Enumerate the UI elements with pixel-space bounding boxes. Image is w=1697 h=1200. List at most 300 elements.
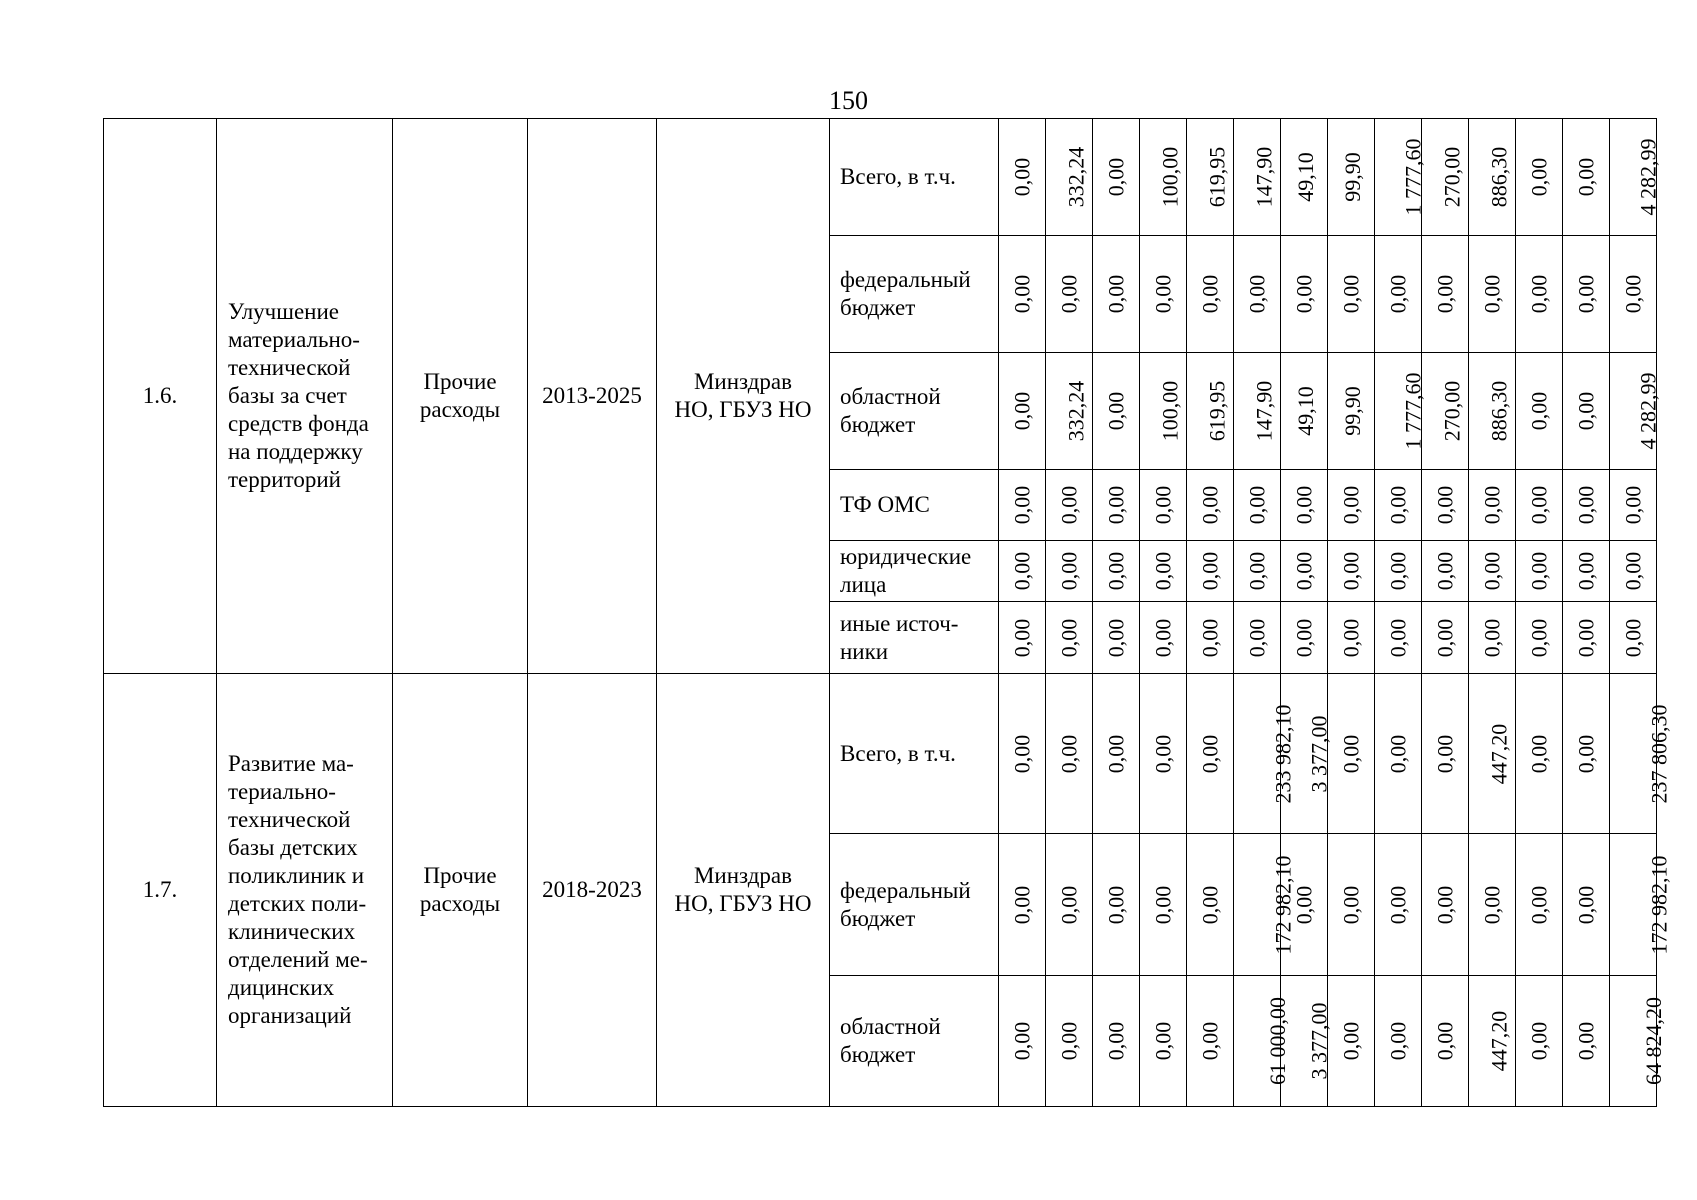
amount-value: 0,00 <box>1056 734 1081 773</box>
amount-value: 0,00 <box>1103 391 1128 431</box>
funding-source <box>830 674 999 834</box>
amount-value: 0,00 <box>1432 485 1457 525</box>
amount-cell <box>1422 834 1469 976</box>
funding-source-line: федеральный <box>840 877 971 903</box>
amount-value: 99,90 <box>1339 152 1365 202</box>
amount-cell <box>1516 602 1563 674</box>
amount-value: 0,00 <box>1009 391 1034 431</box>
amount-value: 0,00 <box>1432 1021 1457 1061</box>
executor-line: Минздрав <box>693 369 792 394</box>
amount-value: 0,00 <box>1573 618 1598 657</box>
amount-cell <box>1187 236 1234 353</box>
amount-cell <box>1375 541 1422 602</box>
amount-cell <box>1234 976 1290 1107</box>
funding-source <box>830 834 999 976</box>
amount-value: 0,00 <box>1573 274 1598 314</box>
amount-value: 0,00 <box>1056 1021 1081 1061</box>
amount-cell <box>1187 119 1234 236</box>
amount-cell <box>1281 119 1328 236</box>
amount-value: 0,00 <box>1338 485 1363 525</box>
amount-cell <box>1093 674 1140 834</box>
funding-source-line: ТФ ОМС <box>840 492 930 517</box>
amount-cell <box>1140 353 1187 470</box>
section-title-line: на поддержку <box>228 439 363 464</box>
amount-value: 0,00 <box>1291 551 1316 591</box>
amount-cell <box>1328 236 1375 353</box>
amount-cell <box>1093 236 1140 353</box>
amount-cell <box>1046 834 1093 976</box>
amount-value: 0,00 <box>1479 274 1504 314</box>
amount-value: 0,00 <box>1479 618 1504 657</box>
amount-cell <box>1281 541 1328 602</box>
amount-value: 0,00 <box>1526 157 1551 197</box>
amount-value: 0,00 <box>1479 485 1504 525</box>
section-title-line: Развитие ма- <box>228 751 354 776</box>
amount-value: 0,00 <box>1385 274 1410 314</box>
amount-value: 0,00 <box>1526 274 1551 314</box>
period: 2018-2023 <box>528 674 657 1107</box>
amount-cell <box>1422 236 1469 353</box>
amount-cell <box>1093 541 1140 602</box>
amount-value: 99,90 <box>1339 386 1365 436</box>
expense-type <box>393 119 528 674</box>
amount-cell <box>1610 834 1672 976</box>
amount-cell <box>1422 353 1469 470</box>
amount-value: 0,00 <box>1009 734 1034 773</box>
amount-cell <box>1234 470 1281 541</box>
amount-cell <box>1375 834 1422 976</box>
amount-value: 0,00 <box>1432 618 1457 657</box>
amount-cell <box>1516 674 1563 834</box>
amount-cell <box>1281 470 1328 541</box>
amount-value: 0,00 <box>1197 485 1222 525</box>
executor <box>657 119 830 674</box>
amount-cell <box>1187 834 1234 976</box>
amount-cell <box>1516 834 1563 976</box>
amount-value: 147,90 <box>1251 146 1277 208</box>
amount-value: 0,00 <box>1244 485 1269 525</box>
amount-cell <box>1469 353 1516 470</box>
amount-cell <box>1046 236 1093 353</box>
amount-value: 0,00 <box>1197 618 1222 657</box>
amount-value: 0,00 <box>1244 551 1269 591</box>
amount-value: 0,00 <box>1244 618 1269 657</box>
section-title-line: Улучшение <box>228 299 339 324</box>
amount-cell <box>1046 602 1093 674</box>
amount-value: 886,30 <box>1486 146 1512 208</box>
amount-cell <box>1046 541 1093 602</box>
section-title-line: отделений ме- <box>228 947 368 972</box>
section-title-line: дицинских <box>228 975 335 1000</box>
amount-cell <box>999 541 1046 602</box>
expense-type-line: Прочие <box>423 863 497 888</box>
amount-value: 0,00 <box>1103 885 1128 924</box>
amount-value: 0,00 <box>1103 1021 1128 1061</box>
amount-cell <box>999 470 1046 541</box>
amount-value: 0,00 <box>1103 551 1128 591</box>
section-number: 1.7. <box>104 674 217 1107</box>
amount-cell <box>1469 602 1516 674</box>
amount-value: 0,00 <box>1479 885 1504 924</box>
executor-line: НО, ГБУЗ НО <box>674 397 812 422</box>
amount-value: 0,00 <box>1150 885 1175 924</box>
amount-value: 0,00 <box>1009 274 1034 314</box>
amount-value: 61 000,00 <box>1265 997 1290 1085</box>
amount-cell <box>1140 119 1187 236</box>
amount-value: 0,00 <box>1526 485 1551 525</box>
amount-cell <box>1281 602 1328 674</box>
amount-value: 0,00 <box>1056 274 1081 314</box>
amount-cell <box>1328 470 1375 541</box>
amount-value: 447,20 <box>1486 1010 1512 1072</box>
funding-source-line: областной <box>840 1014 941 1039</box>
amount-value: 233 982,10 <box>1270 704 1296 803</box>
amount-cell <box>1422 976 1469 1107</box>
section-title-line: технической <box>228 807 351 832</box>
amount-cell <box>1140 674 1187 834</box>
funding-source <box>830 541 999 602</box>
amount-cell <box>1563 236 1610 353</box>
amount-value: 0,00 <box>1573 734 1598 773</box>
amount-cell <box>1187 602 1234 674</box>
amount-value: 100,00 <box>1157 146 1183 208</box>
funding-source-line: ники <box>840 638 889 664</box>
amount-cell <box>1328 119 1375 236</box>
amount-cell <box>1093 976 1140 1107</box>
amount-cell <box>1469 470 1516 541</box>
amount-value: 0,00 <box>1291 618 1316 657</box>
amount-value: 0,00 <box>1385 1021 1410 1061</box>
funding-source <box>830 353 999 470</box>
amount-cell <box>1140 976 1187 1107</box>
amount-cell <box>1469 834 1516 976</box>
amount-value: 0,00 <box>1103 274 1128 314</box>
amount-cell <box>1328 602 1375 674</box>
amount-value: 0,00 <box>1009 885 1034 924</box>
amount-value: 0,00 <box>1338 618 1363 657</box>
funding-source-line: лица <box>840 572 887 597</box>
amount-value: 0,00 <box>1385 734 1410 773</box>
funding-source <box>830 602 999 674</box>
amount-cell <box>1140 236 1187 353</box>
amount-cell <box>1046 353 1093 470</box>
amount-cell <box>1516 541 1563 602</box>
amount-cell <box>1469 541 1516 602</box>
section-title-line: материально- <box>228 327 360 352</box>
amount-value: 0,00 <box>1150 1021 1175 1061</box>
amount-cell <box>1046 470 1093 541</box>
amount-cell <box>1187 470 1234 541</box>
amount-value: 0,00 <box>1150 734 1175 773</box>
amount-value: 0,00 <box>1385 551 1410 591</box>
amount-cell <box>1328 834 1375 976</box>
amount-cell <box>1187 976 1234 1107</box>
amount-value: 0,00 <box>1573 157 1598 197</box>
amount-cell <box>1093 470 1140 541</box>
amount-cell <box>1234 834 1296 976</box>
section-title-line: базы детских <box>228 835 358 860</box>
amount-cell <box>1516 119 1563 236</box>
amount-cell <box>1563 470 1610 541</box>
section-title-line: территорий <box>228 467 341 492</box>
amount-cell <box>1375 236 1422 353</box>
amount-cell <box>1516 976 1563 1107</box>
funding-source-line: иные источ- <box>840 610 959 636</box>
amount-value: 0,00 <box>1573 551 1598 591</box>
section-title-line: базы за счет <box>228 383 347 408</box>
amount-value: 0,00 <box>1056 885 1081 924</box>
amount-value: 0,00 <box>1526 551 1551 591</box>
expense-type-line: расходы <box>419 891 501 916</box>
amount-value: 0,00 <box>1526 618 1551 657</box>
section-title <box>217 119 393 674</box>
funding-source-line: бюджет <box>840 295 916 320</box>
amount-cell <box>999 119 1046 236</box>
amount-cell <box>1046 119 1093 236</box>
funding-source-line: бюджет <box>840 905 916 931</box>
funding-source <box>830 236 999 353</box>
amount-value: 0,00 <box>1573 885 1598 924</box>
amount-cell <box>1516 236 1563 353</box>
section-title <box>217 674 393 1107</box>
amount-cell <box>1187 353 1234 470</box>
amount-value: 619,95 <box>1204 380 1230 442</box>
amount-cell <box>1375 674 1422 834</box>
amount-value: 0,00 <box>1103 157 1128 197</box>
amount-value: 0,00 <box>1526 734 1551 773</box>
amount-value: 0,00 <box>1620 551 1645 591</box>
amount-cell <box>1422 119 1469 236</box>
amount-value: 0,00 <box>1291 485 1316 525</box>
amount-value: 172 982,10 <box>1270 855 1296 954</box>
amount-cell <box>1046 674 1093 834</box>
amount-value: 0,00 <box>1009 157 1034 197</box>
amount-value: 0,00 <box>1432 551 1457 591</box>
amount-value: 4 282,99 <box>1635 372 1661 450</box>
amount-value: 0,00 <box>1009 551 1034 591</box>
amount-value: 1 777,60 <box>1400 138 1426 216</box>
amount-value: 0,00 <box>1197 1021 1222 1061</box>
amount-value: 619,95 <box>1204 146 1230 208</box>
funding-source-line: Всего, в т.ч. <box>840 740 956 766</box>
amount-cell <box>1610 541 1657 602</box>
amount-cell <box>999 353 1046 470</box>
expense-type-line: расходы <box>419 397 501 422</box>
amount-cell <box>1140 470 1187 541</box>
amount-cell <box>1563 119 1610 236</box>
amount-value: 0,00 <box>1009 1021 1034 1061</box>
amount-value: 0,00 <box>1197 885 1222 924</box>
amount-cell <box>1375 353 1426 470</box>
amount-cell <box>1563 541 1610 602</box>
section-title-line: средств фонда <box>228 411 369 436</box>
amount-value: 0,00 <box>1338 274 1363 314</box>
amount-value: 0,00 <box>1385 885 1410 924</box>
section-title-line: поликлиник и <box>228 863 365 888</box>
amount-cell <box>1610 976 1666 1107</box>
amount-value: 0,00 <box>1103 734 1128 773</box>
amount-value: 0,00 <box>1103 618 1128 657</box>
amount-value: 0,00 <box>1338 734 1363 773</box>
budget-table <box>103 118 1672 1107</box>
amount-value: 0,00 <box>1150 274 1175 314</box>
amount-value: 0,00 <box>1573 391 1598 431</box>
amount-cell <box>999 236 1046 353</box>
executor-line: НО, ГБУЗ НО <box>674 891 812 916</box>
amount-cell <box>1140 834 1187 976</box>
amount-value: 0,00 <box>1197 734 1222 773</box>
section-number: 1.6. <box>104 119 217 674</box>
amount-cell <box>1234 674 1296 834</box>
amount-cell <box>1093 119 1140 236</box>
amount-value: 100,00 <box>1157 380 1183 442</box>
funding-source-line: Всего, в т.ч. <box>840 164 956 189</box>
amount-cell <box>1563 834 1610 976</box>
period: 2013-2025 <box>528 119 657 674</box>
amount-value: 3 377,00 <box>1306 1002 1332 1080</box>
amount-value: 0,00 <box>1338 1021 1363 1061</box>
amount-cell <box>1610 470 1657 541</box>
amount-value: 0,00 <box>1432 274 1457 314</box>
amount-value: 0,00 <box>1150 485 1175 525</box>
amount-value: 886,30 <box>1486 380 1512 442</box>
amount-cell <box>1281 353 1328 470</box>
section-title-line: детских поли- <box>228 891 367 916</box>
amount-value: 0,00 <box>1432 734 1457 773</box>
amount-cell <box>1469 119 1516 236</box>
amount-value: 0,00 <box>1338 885 1363 924</box>
amount-value: 0,00 <box>1009 485 1034 525</box>
amount-cell <box>1610 119 1661 236</box>
executor <box>657 674 830 1107</box>
amount-value: 0,00 <box>1620 485 1645 525</box>
amount-value: 0,00 <box>1526 1021 1551 1061</box>
section-title-line: организаций <box>228 1003 352 1028</box>
table-row <box>104 674 1657 834</box>
amount-cell <box>1234 353 1281 470</box>
amount-cell <box>1422 470 1469 541</box>
table-row <box>104 119 1657 236</box>
amount-cell <box>1422 674 1469 834</box>
amount-cell <box>999 976 1046 1107</box>
amount-cell <box>1422 541 1469 602</box>
amount-cell <box>1563 976 1610 1107</box>
amount-value: 1 777,60 <box>1400 372 1426 450</box>
amount-cell <box>1610 602 1657 674</box>
funding-source <box>830 119 999 236</box>
amount-cell <box>1140 602 1187 674</box>
amount-value: 332,24 <box>1063 146 1089 208</box>
page-number: 150 <box>829 86 868 115</box>
amount-cell <box>1516 470 1563 541</box>
expense-type <box>393 674 528 1107</box>
amount-value: 0,00 <box>1009 618 1034 657</box>
amount-value: 0,00 <box>1150 551 1175 591</box>
amount-value: 270,00 <box>1439 380 1465 442</box>
amount-cell <box>1046 976 1093 1107</box>
amount-value: 0,00 <box>1620 618 1645 657</box>
amount-cell <box>1140 541 1187 602</box>
funding-source <box>830 976 999 1107</box>
amount-value: 447,20 <box>1486 723 1512 784</box>
amount-value: 0,00 <box>1526 885 1551 924</box>
amount-value: 0,00 <box>1385 618 1410 657</box>
section-title-line: териально- <box>228 779 336 804</box>
amount-cell <box>999 834 1046 976</box>
funding-source <box>830 470 999 541</box>
amount-cell <box>999 674 1046 834</box>
amount-value: 0,00 <box>1056 485 1081 525</box>
amount-value: 172 982,10 <box>1646 855 1672 954</box>
amount-cell <box>1234 602 1281 674</box>
amount-value: 0,00 <box>1103 485 1128 525</box>
amount-cell <box>1093 602 1140 674</box>
amount-cell <box>1281 236 1328 353</box>
funding-source-line: бюджет <box>840 1042 916 1067</box>
amount-cell <box>1610 353 1661 470</box>
amount-cell <box>1234 236 1281 353</box>
amount-value: 0,00 <box>1338 551 1363 591</box>
amount-value: 0,00 <box>1573 1021 1598 1061</box>
funding-source-line: бюджет <box>840 412 916 437</box>
amount-value: 0,00 <box>1526 391 1551 431</box>
amount-value: 147,90 <box>1251 380 1277 442</box>
amount-value: 237 806,30 <box>1646 704 1672 803</box>
amount-cell <box>1328 976 1375 1107</box>
amount-cell <box>1563 602 1610 674</box>
amount-cell <box>999 602 1046 674</box>
amount-cell <box>1234 119 1281 236</box>
section-title-line: технической <box>228 355 351 380</box>
funding-source-line: областной <box>840 384 941 409</box>
amount-cell <box>1469 674 1516 834</box>
amount-value: 0,00 <box>1197 551 1222 591</box>
amount-value: 332,24 <box>1063 380 1089 442</box>
amount-cell <box>1375 976 1422 1107</box>
amount-value: 0,00 <box>1479 551 1504 591</box>
amount-value: 0,00 <box>1432 885 1457 924</box>
amount-cell <box>1375 602 1422 674</box>
expense-type-line: Прочие <box>423 369 497 394</box>
amount-value: 0,00 <box>1056 618 1081 657</box>
amount-cell <box>1469 976 1516 1107</box>
amount-value: 0,00 <box>1291 274 1316 314</box>
amount-cell <box>1328 541 1375 602</box>
amount-value: 0,00 <box>1056 551 1081 591</box>
amount-value: 0,00 <box>1244 274 1269 314</box>
amount-cell <box>1328 353 1375 470</box>
amount-cell <box>1187 674 1234 834</box>
executor-line: Минздрав <box>693 863 792 888</box>
amount-value: 49,10 <box>1292 152 1318 202</box>
amount-value: 64 824,20 <box>1641 997 1666 1085</box>
amount-cell <box>1328 674 1375 834</box>
amount-value: 0,00 <box>1197 274 1222 314</box>
amount-value: 270,00 <box>1439 146 1465 208</box>
amount-cell <box>1563 353 1610 470</box>
amount-cell <box>1469 236 1516 353</box>
amount-cell <box>1234 541 1281 602</box>
amount-cell <box>1375 119 1426 236</box>
amount-value: 49,10 <box>1292 386 1318 436</box>
amount-cell <box>1516 353 1563 470</box>
amount-cell <box>1093 353 1140 470</box>
amount-cell <box>1093 834 1140 976</box>
amount-value: 4 282,99 <box>1635 138 1661 216</box>
amount-cell <box>1610 236 1657 353</box>
amount-value: 0,00 <box>1291 885 1316 924</box>
amount-cell <box>1563 674 1610 834</box>
